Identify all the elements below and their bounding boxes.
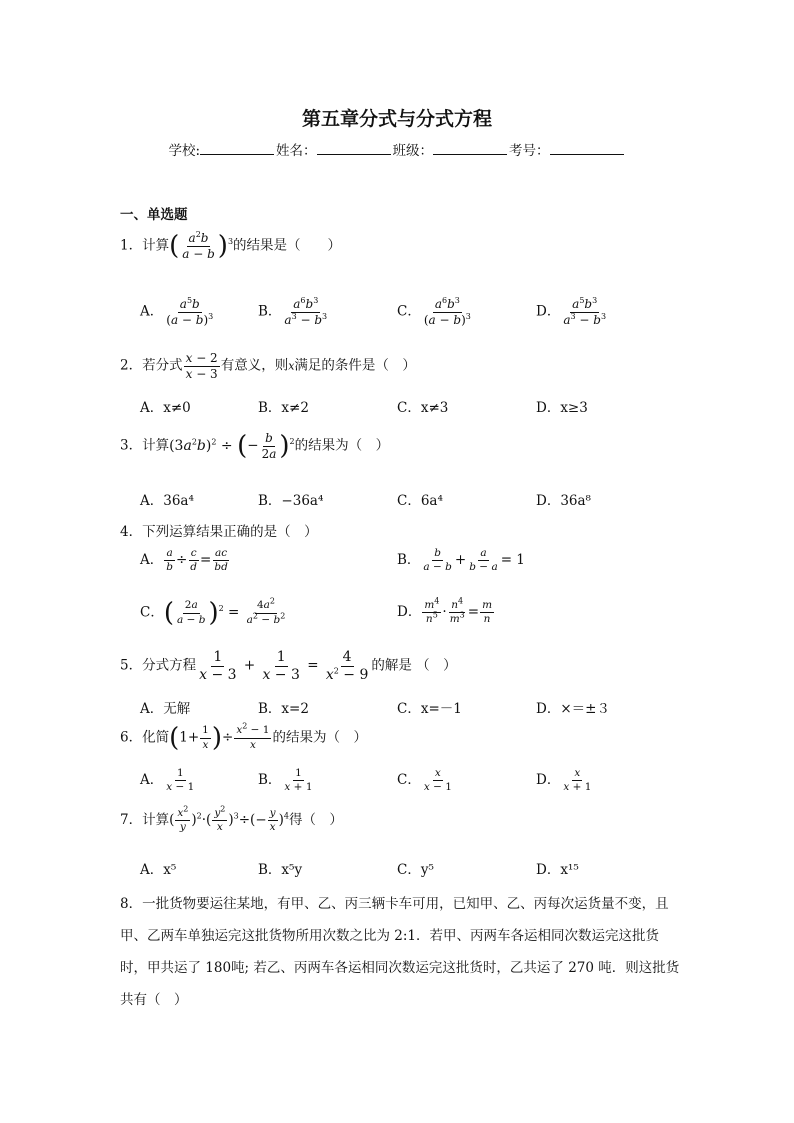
class-label: 班级： bbox=[392, 143, 434, 159]
option-6d[interactable]: D． $\frac{x}{x + 1}$ bbox=[536, 767, 592, 794]
question-number: 7． bbox=[120, 812, 143, 829]
student-info-line bbox=[0, 139, 794, 159]
option-2c[interactable]: C．x≠3 bbox=[397, 400, 449, 416]
question-number: 1． bbox=[120, 237, 143, 254]
option-5c[interactable]: C．x=－1 bbox=[397, 701, 462, 717]
question-number: 8． bbox=[120, 896, 143, 912]
option-3a[interactable]: A．36a⁴ bbox=[140, 493, 194, 509]
question-1: 1．计算( $\frac{a^2b}{a - b}$ )$^3$的结果是（ ） bbox=[120, 230, 342, 262]
option-3c[interactable]: C．6a⁴ bbox=[397, 493, 443, 509]
class-blank[interactable] bbox=[433, 141, 507, 155]
question-text: 的结果是（ ） bbox=[233, 237, 342, 254]
option-1a[interactable]: A． $\frac{a^5b}{(a - b)^3}$ bbox=[140, 296, 214, 327]
question-number: 2． bbox=[120, 357, 143, 374]
option-4c[interactable]: C．( $\frac{2a}{a - b}$ )$^2$ = $\frac{4a^2}{a^2 - b^2}$ bbox=[140, 596, 286, 628]
option-5d[interactable]: D．×＝±３ bbox=[536, 701, 610, 717]
option-6c[interactable]: C． $\frac{x}{x - 1}$ bbox=[397, 767, 452, 794]
option-1d[interactable]: D． $\frac{a^5b^3}{a^3 - b^3}$ bbox=[536, 296, 607, 327]
page-title: 第五章分式与分式方程 bbox=[301, 108, 492, 130]
question-4 bbox=[120, 520, 318, 540]
question-number: 6． bbox=[120, 729, 143, 746]
school-label: 学校: bbox=[168, 143, 201, 159]
option-7b[interactable]: B．x⁵y bbox=[258, 862, 303, 878]
number-label: 考号： bbox=[509, 143, 550, 159]
question-number: 4． bbox=[120, 524, 143, 540]
option-3d[interactable]: D．36a⁸ bbox=[536, 493, 591, 509]
option-4a[interactable]: A． $\frac{a}{b}$ ÷ $\frac{c}{d}$ = $\frac{ac}{bd}$ bbox=[140, 547, 228, 574]
option-4b[interactable]: B． $\frac{b}{a - b}$ + $\frac{a}{b - a}$ = 1 bbox=[397, 547, 525, 574]
section-heading: 一、单选题 bbox=[120, 207, 188, 223]
question-7: 7．计算( $\frac{x^2}{y}$ )$^2$·( $\frac{y^2}{x}$ )$^3$÷(− $\frac{y}{x}$ )$^4$得（ ） bbox=[120, 804, 343, 834]
question-2: 2．若分式 $\frac{x - 2}{x - 3}$ 有意义，则x满足的条件是（ ） bbox=[120, 351, 416, 381]
question-number: 3． bbox=[120, 437, 143, 454]
question-8 bbox=[120, 888, 680, 1016]
question-text: 下列运算结果正确的是（ ） bbox=[142, 524, 318, 540]
option-2d[interactable]: D．x≥3 bbox=[536, 400, 588, 416]
option-1b[interactable]: B． $\frac{a^6b^3}{a^3 - b^3}$ bbox=[258, 296, 328, 327]
question-number: 5． bbox=[120, 657, 143, 674]
option-6a[interactable]: A． $\frac{1}{x - 1}$ bbox=[140, 767, 195, 794]
option-4d[interactable]: D． $\frac{m^4}{n^5}$ · $\frac{n^4}{m^3}$ = $\frac{m}{n}$ bbox=[397, 596, 493, 626]
option-5b[interactable]: B．x=2 bbox=[258, 701, 309, 717]
school-blank[interactable] bbox=[200, 141, 274, 155]
question-6: 6．化简(1+ $\frac{1}{x}$ )÷ $\frac{x^2 - 1}{x}$ 的结果为（ ） bbox=[120, 721, 367, 753]
question-3: 3．计算$(3a^2b)^2$ ÷ (− $\frac{b}{2a}$ )$^2$的结果为（ ） bbox=[120, 431, 390, 462]
option-7c[interactable]: C．y⁵ bbox=[397, 862, 434, 878]
option-2b[interactable]: B．x≠2 bbox=[258, 400, 309, 416]
math-fraction: $\frac{a^2b}{a - b}$ bbox=[182, 230, 215, 261]
name-label: 姓名： bbox=[276, 143, 317, 159]
number-blank[interactable] bbox=[550, 141, 624, 155]
option-1c[interactable]: C． $\frac{a^6b^3}{(a - b)^3}$ bbox=[397, 296, 471, 327]
option-7d[interactable]: D．x¹⁵ bbox=[536, 862, 579, 878]
option-7a[interactable]: A．x⁵ bbox=[140, 862, 177, 878]
option-5a[interactable]: A．无解 bbox=[140, 701, 191, 717]
name-blank[interactable] bbox=[317, 141, 391, 155]
question-text: 一批货物要运往某地，有甲、乙、丙三辆卡车可用，已知甲、乙、丙每次运货量不变，且甲、乙两车单独运完这批货物所用次数之比为 2:1．若甲、丙两车各运相同次数运完这批货时，甲共运了 180吨; 若乙、丙两车各运相同次数运完这批货时，乙共运了 270 吨．则这批货共有（ ） bbox=[120, 896, 680, 1008]
question-text: 计算 bbox=[142, 237, 170, 254]
option-3b[interactable]: B．−36a⁴ bbox=[258, 493, 324, 509]
option-6b[interactable]: B． $\frac{1}{x + 1}$ bbox=[258, 767, 313, 794]
option-2a[interactable]: A．x≠0 bbox=[140, 400, 191, 416]
question-5: 5．分式方程 $\frac{1}{x - 3}$ + $\frac{1}{x - 3}$ = $\frac{4}{x^2 - 9}$ 的解是 （ ） bbox=[120, 649, 457, 683]
